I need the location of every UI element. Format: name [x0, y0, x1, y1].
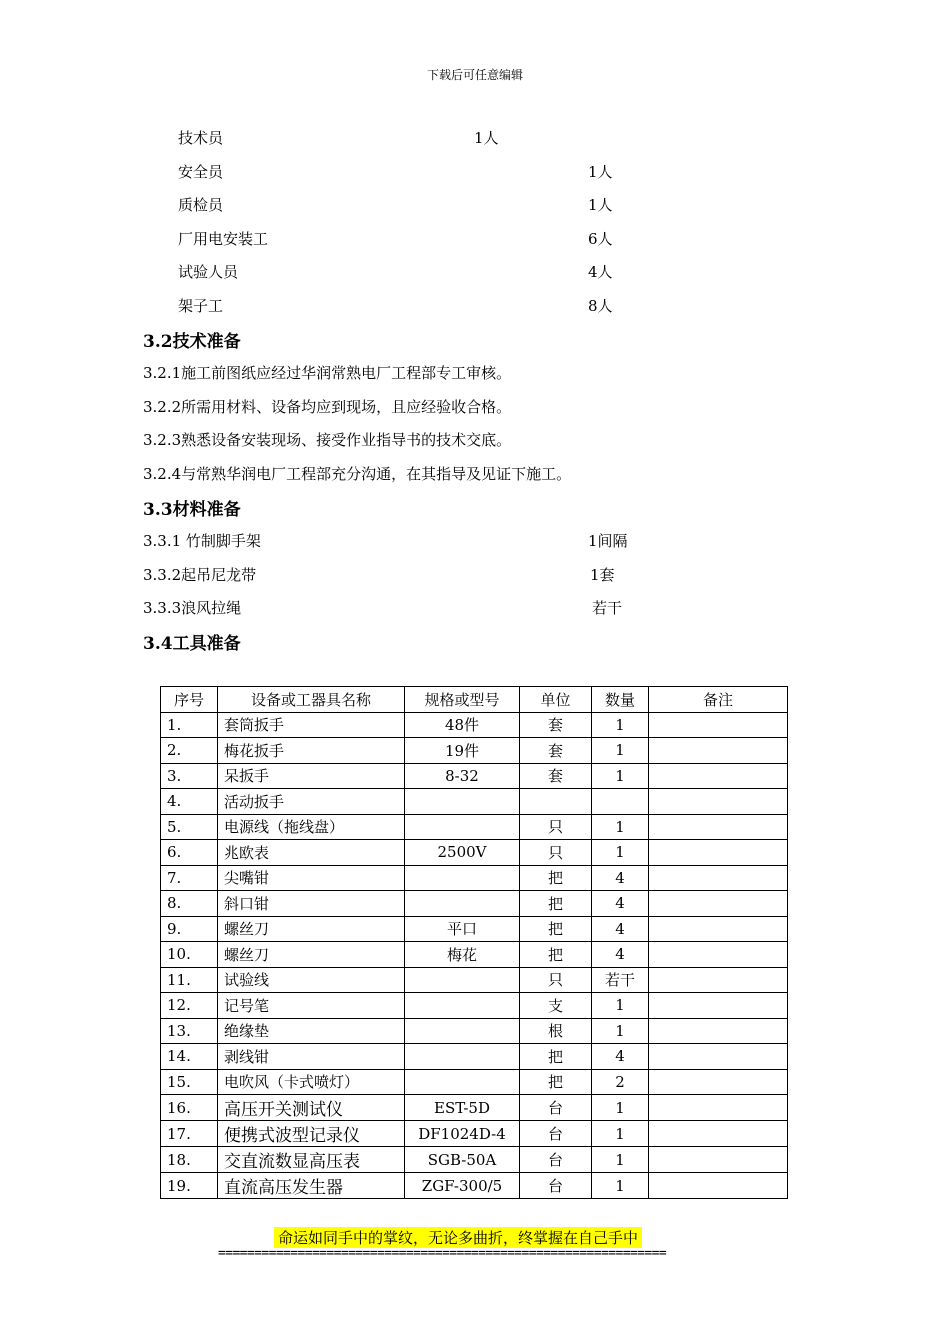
tool-name: 试验线 [218, 967, 405, 993]
tool-unit: 把 [520, 942, 592, 968]
material-item-qty: 1间隔 [588, 532, 628, 550]
tool-note [649, 1147, 788, 1173]
tool-spec: 平口 [405, 916, 520, 942]
tool-unit: 套 [520, 763, 592, 789]
row-number: 3. [161, 763, 218, 789]
tool-unit: 支 [520, 993, 592, 1019]
staff-role: 厂用电安装工 [178, 230, 269, 248]
tool-spec: 梅花 [405, 942, 520, 968]
tool-qty: 1 [592, 1147, 649, 1173]
tool-spec [405, 789, 520, 815]
tool-spec: ZGF-300/5 [405, 1173, 520, 1199]
tool-note [649, 993, 788, 1019]
tech-prep-item: 3.2.3熟悉设备安装现场、接受作业指导书的技术交底。 [143, 431, 512, 449]
tool-spec [405, 891, 520, 917]
tool-note [649, 789, 788, 815]
tool-name: 记号笔 [218, 993, 405, 1019]
table-row [161, 1018, 788, 1044]
tool-spec [405, 1018, 520, 1044]
table-row [161, 763, 788, 789]
tool-spec: DF1024D-4 [405, 1121, 520, 1147]
row-number: 17. [161, 1121, 218, 1147]
column-header: 设备或工器具名称 [218, 687, 405, 713]
material-item-name: 3.3.1 竹制脚手架 [143, 532, 261, 550]
tool-note [649, 1069, 788, 1095]
row-number: 11. [161, 967, 218, 993]
row-number: 8. [161, 891, 218, 917]
tool-name: 螺丝刀 [218, 942, 405, 968]
tool-qty: 1 [592, 1095, 649, 1121]
section-heading-tech-prep: 3.2技术准备 [143, 332, 241, 352]
tool-qty: 1 [592, 1121, 649, 1147]
tool-unit: 把 [520, 865, 592, 891]
table-row [161, 1095, 788, 1121]
tool-qty [592, 789, 649, 815]
tool-spec [405, 865, 520, 891]
column-header: 备注 [649, 687, 788, 713]
staff-role: 试验人员 [178, 263, 239, 281]
column-header: 数量 [592, 687, 649, 713]
table-row [161, 1121, 788, 1147]
section-heading-material-prep: 3.3材料准备 [143, 500, 241, 520]
staff-count: 6人 [588, 230, 613, 248]
tool-qty: 1 [592, 738, 649, 764]
tool-unit: 把 [520, 916, 592, 942]
staff-count: 1人 [588, 163, 613, 181]
tool-note [649, 1121, 788, 1147]
table-row [161, 814, 788, 840]
staff-role: 技术员 [178, 129, 224, 147]
staff-role: 架子工 [178, 297, 224, 315]
table-row [161, 738, 788, 764]
material-item-name: 3.3.2起吊尼龙带 [143, 566, 257, 584]
row-number: 16. [161, 1095, 218, 1121]
table-header-row [161, 687, 788, 713]
tool-qty: 4 [592, 891, 649, 917]
table-row [161, 1069, 788, 1095]
tool-qty: 4 [592, 865, 649, 891]
tool-name: 电源线（拖线盘） [218, 814, 405, 840]
tool-qty: 4 [592, 1044, 649, 1070]
row-number: 18. [161, 1147, 218, 1173]
tool-unit: 台 [520, 1147, 592, 1173]
tool-note [649, 916, 788, 942]
row-number: 10. [161, 942, 218, 968]
tool-spec [405, 814, 520, 840]
footer-slogan: 命运如同手中的掌纹，无论多曲折，终掌握在自己手中 [274, 1227, 642, 1248]
row-number: 19. [161, 1173, 218, 1199]
row-number: 2. [161, 738, 218, 764]
tool-note [649, 712, 788, 738]
staff-count: 1人 [588, 196, 613, 214]
tool-unit: 根 [520, 1018, 592, 1044]
tool-note [649, 738, 788, 764]
section-heading-tool-prep: 3.4工具准备 [143, 634, 241, 654]
tool-unit: 把 [520, 1044, 592, 1070]
table-row [161, 865, 788, 891]
staff-count: 1人 [474, 129, 499, 147]
tool-unit: 只 [520, 814, 592, 840]
tool-name: 活动扳手 [218, 789, 405, 815]
row-number: 14. [161, 1044, 218, 1070]
tool-name: 兆欧表 [218, 840, 405, 866]
row-number: 7. [161, 865, 218, 891]
tool-spec [405, 993, 520, 1019]
tool-unit: 把 [520, 1069, 592, 1095]
table-row [161, 916, 788, 942]
table-row [161, 789, 788, 815]
staff-count: 8人 [588, 297, 613, 315]
tool-name: 电吹风（卡式喷灯） [218, 1069, 405, 1095]
row-number: 1. [161, 712, 218, 738]
tool-qty: 1 [592, 1173, 649, 1199]
table-row [161, 993, 788, 1019]
tool-unit: 台 [520, 1173, 592, 1199]
tool-qty: 1 [592, 712, 649, 738]
tool-note [649, 865, 788, 891]
tool-spec: 8-32 [405, 763, 520, 789]
staff-role: 安全员 [178, 163, 224, 181]
tool-note [649, 967, 788, 993]
tool-name: 直流高压发生器 [218, 1173, 405, 1199]
tool-name: 绝缘垫 [218, 1018, 405, 1044]
tool-unit: 只 [520, 967, 592, 993]
table-row [161, 840, 788, 866]
tool-note [649, 1018, 788, 1044]
material-item-name: 3.3.3浪风拉绳 [143, 599, 242, 617]
staff-role: 质检员 [178, 196, 224, 214]
tool-name: 套筒扳手 [218, 712, 405, 738]
tool-note [649, 840, 788, 866]
tool-note [649, 942, 788, 968]
tool-qty: 1 [592, 1018, 649, 1044]
tool-name: 剥线钳 [218, 1044, 405, 1070]
tool-note [649, 1173, 788, 1199]
tool-note [649, 814, 788, 840]
tool-qty: 若干 [592, 967, 649, 993]
tool-note [649, 763, 788, 789]
tool-note [649, 1044, 788, 1070]
header-note: 下载后可任意编辑 [426, 68, 523, 82]
material-item-qty: 若干 [592, 599, 623, 617]
row-number: 12. [161, 993, 218, 1019]
tool-name: 高压开关测试仪 [218, 1095, 405, 1121]
tool-spec [405, 1044, 520, 1070]
tool-qty: 1 [592, 840, 649, 866]
tool-unit: 套 [520, 712, 592, 738]
tool-name: 便携式波型记录仪 [218, 1121, 405, 1147]
tech-prep-item: 3.2.1施工前图纸应经过华润常熟电厂工程部专工审核。 [143, 364, 512, 382]
tool-qty: 1 [592, 814, 649, 840]
row-number: 9. [161, 916, 218, 942]
tool-note [649, 1095, 788, 1121]
tech-prep-item: 3.2.2所需用材料、设备均应到现场，且应经验收合格。 [143, 398, 512, 416]
tech-prep-item: 3.2.4与常熟华润电厂工程部充分沟通，在其指导及见证下施工。 [143, 465, 572, 483]
tool-unit: 套 [520, 738, 592, 764]
tool-spec [405, 967, 520, 993]
tool-qty: 4 [592, 916, 649, 942]
tool-spec: EST-5D [405, 1095, 520, 1121]
row-number: 4. [161, 789, 218, 815]
tool-spec: 48件 [405, 712, 520, 738]
table-row [161, 1173, 788, 1199]
tool-qty: 1 [592, 993, 649, 1019]
column-header: 规格或型号 [405, 687, 520, 713]
row-number: 5. [161, 814, 218, 840]
table-row [161, 1044, 788, 1070]
tool-note [649, 891, 788, 917]
tool-spec [405, 1069, 520, 1095]
tool-unit [520, 789, 592, 815]
tool-spec: 2500V [405, 840, 520, 866]
tools-table [160, 686, 788, 1199]
tool-name: 交直流数显高压表 [218, 1147, 405, 1173]
row-number: 6. [161, 840, 218, 866]
tool-name: 呆扳手 [218, 763, 405, 789]
tool-name: 螺丝刀 [218, 916, 405, 942]
tool-qty: 2 [592, 1069, 649, 1095]
table-row [161, 712, 788, 738]
row-number: 13. [161, 1018, 218, 1044]
table-row [161, 891, 788, 917]
tool-unit: 台 [520, 1121, 592, 1147]
row-number: 15. [161, 1069, 218, 1095]
tool-unit: 把 [520, 891, 592, 917]
column-header: 序号 [161, 687, 218, 713]
tool-spec: 19件 [405, 738, 520, 764]
table-row [161, 1147, 788, 1173]
tool-spec: SGB-50A [405, 1147, 520, 1173]
staff-count: 4人 [588, 263, 613, 281]
tool-unit: 台 [520, 1095, 592, 1121]
tool-name: 斜口钳 [218, 891, 405, 917]
footer-divider: ============================================================== [218, 1246, 667, 1261]
table-row [161, 942, 788, 968]
tool-qty: 4 [592, 942, 649, 968]
material-item-qty: 1套 [590, 566, 615, 584]
tool-qty: 1 [592, 763, 649, 789]
tool-name: 梅花扳手 [218, 738, 405, 764]
tool-unit: 只 [520, 840, 592, 866]
tool-name: 尖嘴钳 [218, 865, 405, 891]
table-row [161, 967, 788, 993]
column-header: 单位 [520, 687, 592, 713]
